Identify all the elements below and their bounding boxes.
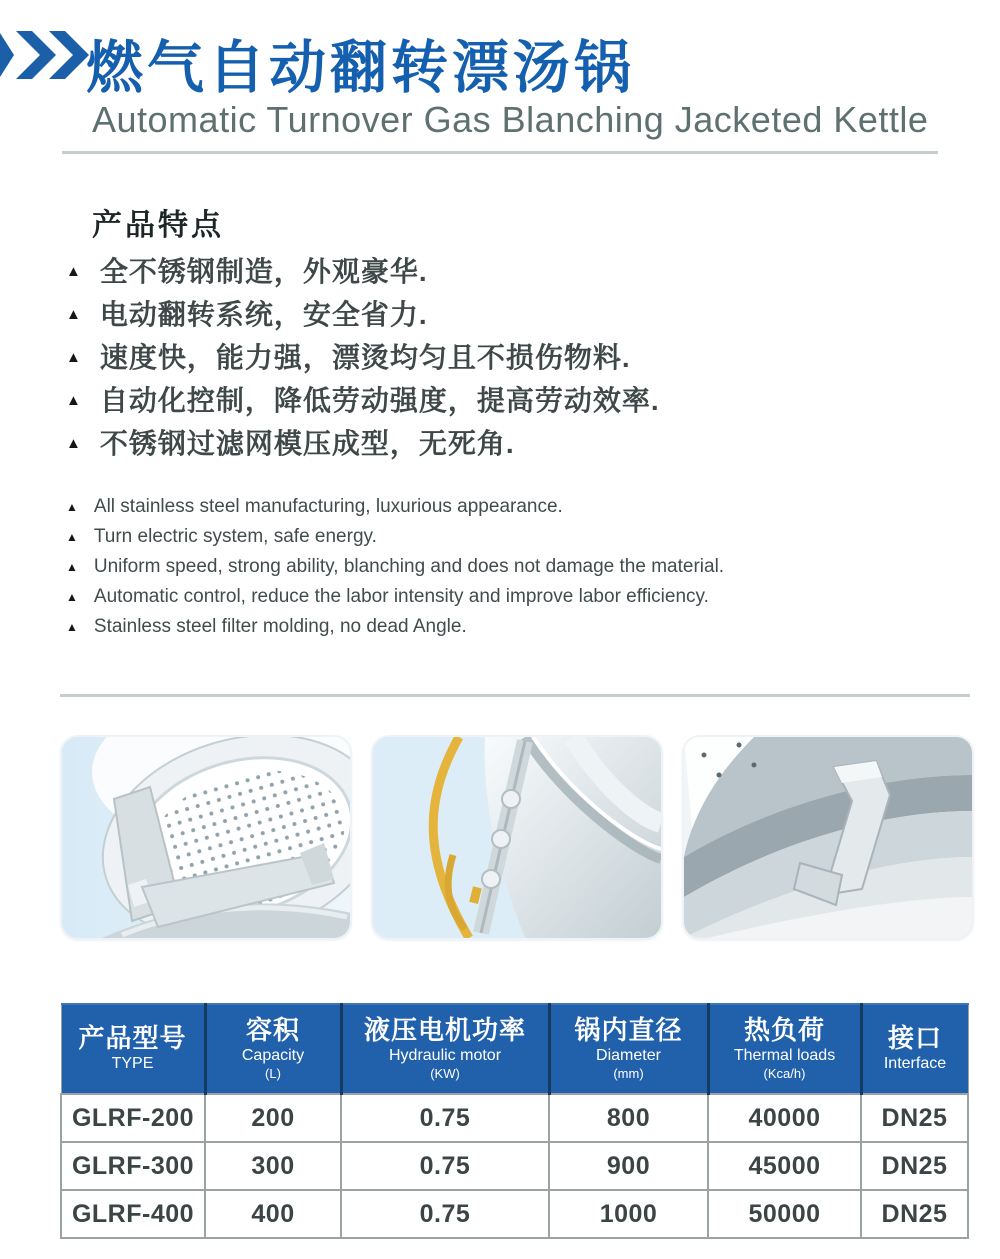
- cell-interface: DN25: [861, 1142, 968, 1190]
- feature-zh-text: 全不锈钢制造，外观豪华.: [99, 256, 428, 287]
- feature-en-item: [66, 587, 966, 607]
- feature-zh-item: [66, 257, 926, 286]
- col-header-capacity: 容积 Capacity (L): [205, 1004, 341, 1094]
- cell-capacity: 300: [205, 1142, 341, 1190]
- feature-en-text: Uniform speed, strong ability, blanching and does not damage the material.: [93, 556, 725, 577]
- col-header-thermal-loads: 热负荷 Thermal loads (Kca/h): [708, 1004, 861, 1094]
- feature-en-item: [66, 617, 966, 637]
- feature-zh-item: [66, 386, 926, 415]
- triangle-bullet-icon: ▲: [66, 590, 78, 604]
- photo-row: [62, 737, 972, 938]
- feature-zh-text: 电动翻转系统，安全省力.: [99, 299, 428, 330]
- page-title-en: Automatic Turnover Gas Blanching Jacketed Kettle: [92, 99, 929, 140]
- cell-thermal: 50000: [708, 1190, 861, 1238]
- cell-interface: DN25: [861, 1094, 968, 1142]
- feature-en-item: [66, 557, 966, 577]
- features-list-zh: [66, 257, 926, 472]
- divider-middle: [60, 694, 970, 697]
- col-header-hydraulic-motor: 液压电机功率 Hydraulic motor (KW): [341, 1004, 549, 1094]
- spec-table-header-row: [61, 1004, 968, 1094]
- triangle-bullet-icon: ▲: [66, 620, 78, 634]
- triangle-bullet-icon: ▲: [66, 530, 78, 544]
- kettle-body-hose-detail-photo: [373, 737, 661, 938]
- page-title-zh: 燃气自动翻转漂汤锅: [86, 36, 635, 100]
- triangle-bullet-icon: ▲: [66, 500, 78, 514]
- col-header-interface: 接口 Interface: [861, 1004, 968, 1094]
- divider-top: [62, 151, 938, 154]
- feature-zh-item: [66, 343, 926, 372]
- cell-model: GLRF-300: [61, 1142, 205, 1190]
- feature-zh-item: [66, 429, 926, 458]
- cell-model: GLRF-200: [61, 1094, 205, 1142]
- double-chevron-right-icon: [0, 31, 90, 79]
- feature-zh-text: 速度快，能力强，漂烫均匀且不损伤物料.: [99, 342, 631, 373]
- cell-capacity: 400: [205, 1190, 341, 1238]
- col-header-diameter: 锅内直径 Diameter (mm): [549, 1004, 708, 1094]
- features-heading: 产品特点: [92, 209, 224, 242]
- feature-zh-item: [66, 300, 926, 329]
- feature-zh-text: 自动化控制，降低劳动强度，提高劳动效率.: [99, 385, 660, 416]
- features-list-en: [66, 497, 966, 647]
- cell-diameter: 1000: [549, 1190, 708, 1238]
- cell-motor: 0.75: [341, 1190, 549, 1238]
- kettle-rim-handle-detail-photo: [684, 737, 972, 938]
- cell-motor: 0.75: [341, 1142, 549, 1190]
- cell-thermal: 40000: [708, 1094, 861, 1142]
- spec-table-row: [61, 1094, 968, 1142]
- triangle-bullet-icon: ▲: [66, 392, 82, 409]
- col-header-type: 产品型号 TYPE: [61, 1004, 205, 1094]
- cell-interface: DN25: [861, 1190, 968, 1238]
- cell-motor: 0.75: [341, 1094, 549, 1142]
- triangle-bullet-icon: ▲: [66, 306, 82, 323]
- triangle-bullet-icon: ▲: [66, 560, 78, 574]
- feature-en-text: Stainless steel filter molding, no dead Angle.: [93, 616, 467, 637]
- feature-en-text: Turn electric system, safe energy.: [93, 526, 377, 547]
- triangle-bullet-icon: ▲: [66, 263, 82, 280]
- feature-zh-text: 不锈钢过滤网模压成型，无死角.: [99, 428, 515, 459]
- triangle-bullet-icon: ▲: [66, 349, 82, 366]
- cell-diameter: 800: [549, 1094, 708, 1142]
- feature-en-text: Automatic control, reduce the labor intensity and improve labor efficiency.: [93, 586, 709, 607]
- cell-thermal: 45000: [708, 1142, 861, 1190]
- triangle-bullet-icon: ▲: [66, 435, 82, 452]
- spec-table-row: [61, 1190, 968, 1238]
- feature-en-text: All stainless steel manufacturing, luxurious appearance.: [93, 496, 563, 517]
- strainer-filter-detail-photo: [62, 737, 350, 938]
- spec-table-row: [61, 1142, 968, 1190]
- cell-capacity: 200: [205, 1094, 341, 1142]
- spec-table: [60, 1003, 969, 1239]
- feature-en-item: [66, 497, 966, 517]
- cell-diameter: 900: [549, 1142, 708, 1190]
- feature-en-item: [66, 527, 966, 547]
- cell-model: GLRF-400: [61, 1190, 205, 1238]
